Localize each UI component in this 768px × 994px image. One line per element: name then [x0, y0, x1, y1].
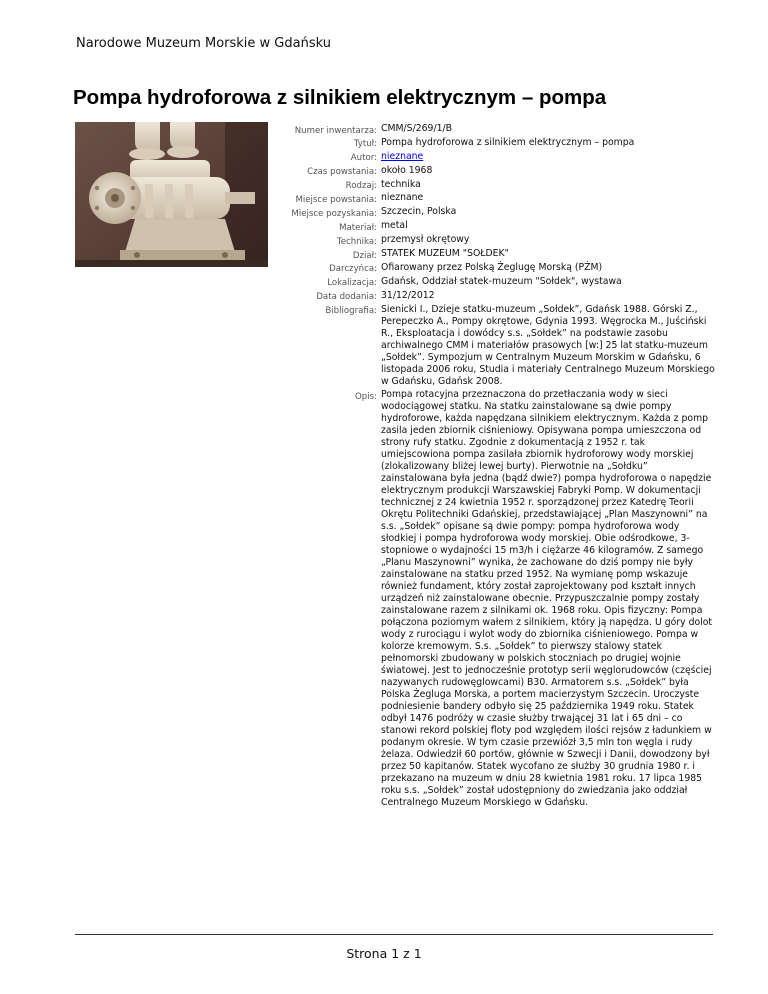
metadata-row	[270, 276, 715, 290]
field-value: CMM/S/269/1/B	[381, 123, 453, 134]
institution-name: Narodowe Muzeum Morskie w Gdańsku	[76, 36, 331, 51]
page-number: Strona 1 z 1	[346, 946, 422, 961]
field-value: Gdańsk, Oddział statek-muzeum "Sołdek", wystawa	[381, 275, 622, 287]
metadata-row	[270, 179, 715, 193]
field-label: Darczyńca:	[329, 264, 377, 275]
field-value: STATEK MUZEUM "SOŁDEK"	[381, 248, 509, 260]
field-value: Sienicki I., Dzieje statku-muzeum „Sołdek”, Gdańsk 1988. Górski Z., Perepeczko A., Pompy okrętowe, Gdynia 1993. Węgrocka M., Juściński R., Eksploatacja i dowódcy s.s. „Sołdek” na podstawie zasobu archiwalnego CMM i materiałów prasowych [w:] 25 lat statku-muzeum „Sołdek”. Sympozjum w Centralnym Muzeum Morskim w Gdańsku, 6 listopada 2006 roku, Studia i materiały Centralnego Muzeum Morskiego w Gdańsku, Gdańsk 2008.	[381, 303, 715, 387]
metadata-row	[270, 151, 715, 165]
field-value: Szczecin, Polska	[381, 206, 457, 218]
field-value: Pompa rotacyjna przeznaczona do przetłaczania wody w sieci wodociągowej statku. Na statku zainstalowane są dwie pompy hydroforowe, każda napędzana silnikiem elektrycznym. Każda z pomp zasila jeden zbiornik ciśnieniowy. Opisywana pompa umieszczona od strony rufy statku. Zgodnie z dokumentacją z 1952 r. tak umiejscowiona pompa zasilała zbiornik hydroforowy wody morskiej (zlokalizowany bliżej lewej burty). Pierwotnie na „Sołdku” zainstalowana była jedna (bądź dwie?) pompa hydroforowa o napędzie elektrycznym produkcji Warszawskiej Fabryki Pomp. W dokumentacji technicznej z 24 kwietnia 1952 r. sporządzonej przez Katedrę Teorii Okrętu Politechniki Gdańskiej, przedstawiającej „Plan Maszynowni” na s.s. „Sołdek” opisane są dwie pompy: pompa hydroforowa wody słodkiej i pompa hydroforowa wody morskiej. Obie odśrodkowe, 3-stopniowe o wydajności 15 m3/h i ciężarze 46 kilogramów. Z samego „Planu Maszynowni” wynika, że zachowane do dziś pompy nie były zainstalowane na statku przed 1952. Na wymianę pomp wskazuje również fundament, który został zaprojektowany pod kształt innych urządzeń niż zainstalowane obecnie. Przypuszczalnie pompy zostały zainstalowane razem z silnikami ok. 1968 roku. Opis fizyczny: Pompa połączona poziomym wałem z silnikiem, który ją napędza. U góry dolot wody z rurociągu i wylot wody do zbiornika ciśnieniowego. Pompa w kolorze kremowym. S.s. „Sołdek” to pierwszy stalowy statek pełnomorski zbudowany w polskich stoczniach po drugiej wojnie światowej. Jest to jednocześnie prototyp serii węglorudowców (częściej nazywanych rudowęglowcami) B30. Armatorem s.s. „Sołdek” była Polska Żegluga Morska, a portem macierzystym Szczecin. Uroczyste podniesienie bandery odbyło się 25 października 1949 roku. Statek odbył 1476 podróży w czasie służby trwającej 31 lat i 65 dni – co stanowi rekord polskiej floty pod względem ilości rejsów z ładunkiem w podanym okresie. W tym czasie przewiózł 3,5 mln ton węgla i rudy żelaza. Odwiedził 60 portów, głównie w Szwecji i Danii, dowodzony był przez 50 kapitanów. Statek wycofano ze służby 30 grudnia 1980 r. i przekazano na muzeum w dniu 28 kwietnia 1981 roku. 17 lipca 1985 roku s.s. „Sołdek” został udostępniony do zwiedzania jako oddział Centralnego Muzeum Morskiego w Gdańsku.	[381, 389, 713, 809]
metadata-row	[270, 165, 715, 179]
field-label: Opis:	[355, 391, 377, 402]
footer-divider	[75, 934, 713, 935]
metadata-row	[270, 192, 715, 206]
metadata-row	[270, 206, 715, 220]
field-label: Data dodania:	[316, 292, 377, 303]
field-label: Rodzaj:	[345, 181, 377, 192]
metadata-row	[270, 389, 715, 811]
metadata-row	[270, 262, 715, 276]
field-value: przemysł okrętowy	[381, 234, 470, 246]
field-value: Ofiarowany przez Polską Żeglugę Morską (PŻM)	[381, 261, 603, 273]
field-value: około 1968	[381, 164, 433, 176]
field-value: Pompa hydroforowa z silnikiem elektrycznym – pompa	[381, 136, 635, 148]
field-label: Bibliografia:	[325, 306, 377, 317]
field-value: metal	[381, 220, 408, 232]
metadata-row	[270, 248, 715, 262]
field-value: technika	[381, 178, 421, 190]
metadata-row	[270, 234, 715, 248]
field-label: Dział:	[352, 250, 377, 261]
field-value	[381, 151, 715, 165]
author-link[interactable]: nieznane	[381, 150, 424, 162]
pump-photo	[75, 122, 268, 267]
field-label: Technika:	[336, 236, 377, 247]
metadata-row	[270, 220, 715, 234]
page-title: Pompa hydroforowa z silnikiem elektrycznym – pompa	[73, 86, 607, 109]
field-label: Autor:	[350, 153, 377, 164]
metadata-table	[270, 123, 715, 811]
field-label: Materiał:	[339, 222, 377, 233]
field-label: Lokalizacja:	[327, 278, 377, 289]
field-label: Numer inwentarza:	[294, 125, 377, 136]
metadata-row	[270, 123, 715, 137]
field-value: 31/12/2012	[381, 289, 435, 301]
metadata-row	[270, 304, 715, 390]
field-label: Tytuł:	[353, 139, 377, 150]
metadata-row	[270, 137, 715, 151]
field-value: nieznane	[381, 192, 424, 204]
field-label: Miejsce pozyskania:	[291, 208, 377, 219]
field-label: Czas powstania:	[307, 167, 377, 178]
metadata-row	[270, 290, 715, 304]
field-label: Miejsce powstania:	[295, 194, 377, 205]
